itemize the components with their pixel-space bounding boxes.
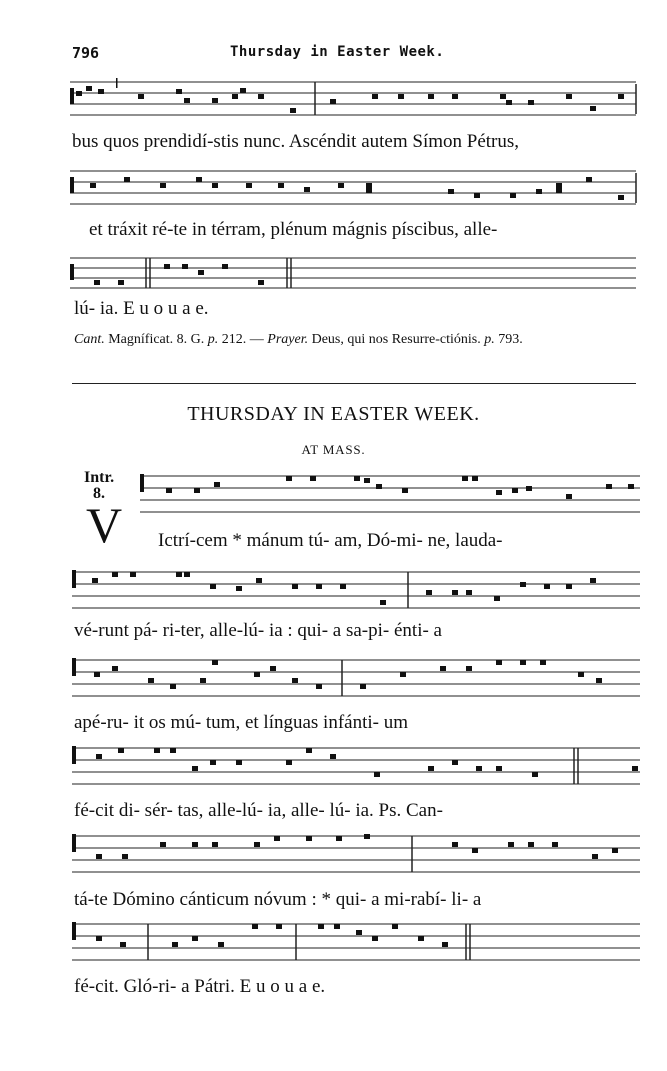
chant-staff-6 <box>0 650 667 706</box>
section-divider <box>72 383 636 384</box>
lyric-line-9: fé-cit. Gló-ri- a Pátri. E u o u a e. <box>74 976 326 997</box>
chant-staff-2 <box>0 163 667 215</box>
lyric-line-2: et tráxit ré-te in térram, plénum mágnis píscibus, alle- <box>89 219 498 240</box>
chant-staff-9 <box>0 914 667 970</box>
running-title: Thursday in Easter Week. <box>230 44 445 60</box>
cant-label: Cant. <box>74 332 105 347</box>
lyric-line-4: Ictrí-cem * mánum tú- am, Dó-mi- ne, lauda- <box>158 530 503 551</box>
page-ref-label-2: p. <box>484 332 495 347</box>
lyric-line-1: bus quos prendidí-stis nunc. Ascéndit autem Símon Pétrus, <box>72 131 520 152</box>
page-ref-1: 212. <box>221 332 247 347</box>
chant-staff-4 <box>0 466 667 522</box>
drop-cap-initial: V <box>86 497 123 553</box>
chant-staff-5 <box>0 562 667 618</box>
lyric-line-5: vé-runt pá- ri-ter, alle-lú- ia : qui- a sa-pi- énti- a <box>74 620 442 641</box>
note-dash: — <box>249 332 264 347</box>
chant-staff-1 <box>0 74 667 134</box>
mode-number: 8. <box>93 485 106 502</box>
chant-staff-3 <box>0 252 667 298</box>
lyric-line-3: lú- ia. E u o u a e. <box>74 298 209 319</box>
page-ref-2: 793. <box>498 332 523 347</box>
lyric-line-7: fé-cit di- sér- tas, alle-lú- ia, alle- lú- ia. Ps. Can- <box>74 800 443 821</box>
chant-staff-8 <box>0 826 667 882</box>
page-number: 796 <box>72 44 100 62</box>
cant-text: Magníficat. 8. G. <box>108 332 205 347</box>
prayer-label: Prayer. <box>267 332 309 347</box>
chant-staff-7 <box>0 738 667 794</box>
section-title: THURSDAY IN EASTER WEEK. <box>187 403 480 425</box>
rubric-note <box>74 332 642 347</box>
lyric-line-8: tá-te Dómino cánticum nóvum : * qui- a mi-rabí- li- a <box>74 889 482 910</box>
lyric-line-6: apé-ru- it os mú- tum, et línguas infánti- um <box>74 712 409 733</box>
mode-label: Intr. <box>84 469 115 486</box>
section-subtitle: AT MASS. <box>301 442 366 457</box>
prayer-text: Deus, qui nos Resurre-ctiónis. <box>311 332 481 347</box>
page-ref-label-1: p. <box>207 332 219 347</box>
